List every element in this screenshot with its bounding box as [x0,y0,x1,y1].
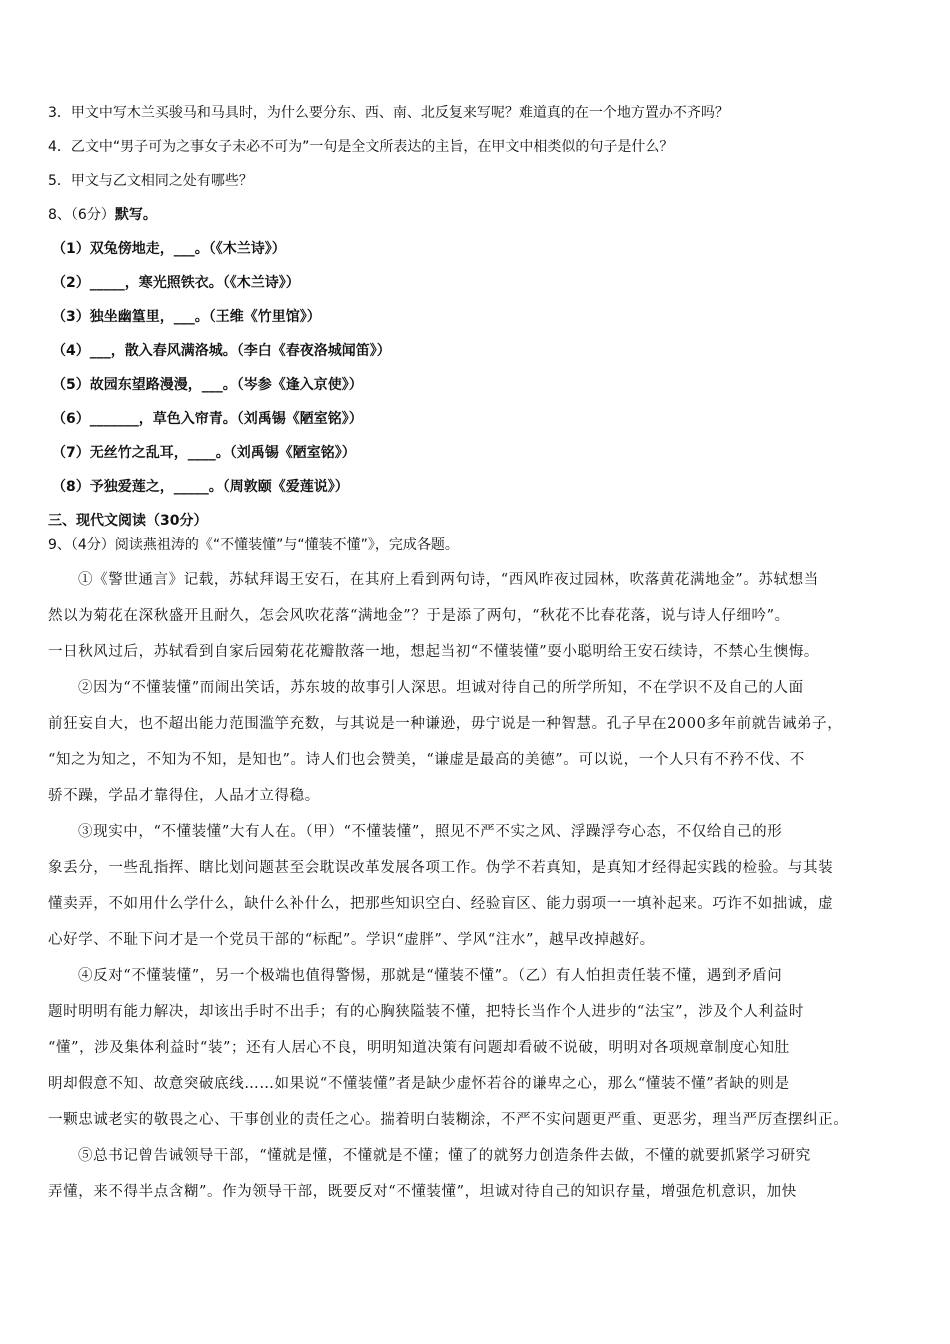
passage-line: 明却假意不知、故意突破底线……如果说“不懂装懂”者是缺少虚怀若谷的谦卑之心，那么“懂装不懂”者缺的则是 [48,1076,790,1092]
passage-line: 然以为菊花在深秋盛开且耐久，怎会风吹花落“满地金”？于是添了两句，“秋花不比春花落，说与诗人仔细吟”。 [48,608,790,624]
passage-line: ⑤总书记曾告诫领导干部，“懂就是懂，不懂就是不懂；懂了的就努力创造条件去做，不懂的就要抓紧学习研究 [78,1148,811,1164]
passage-line: ①《警世通言》记载，苏轼拜谒王安石，在其府上看到两句诗，“西风昨夜过园林，吹落黄花满地金”。苏轼想当 [78,572,819,588]
passage-line: “知之为知之，不知为不知，是知也”。诗人们也会赞美，“谦虚是最高的美德”。可以说，一个人只有不矜不伐、不 [48,752,805,768]
passage-line: 前狂妄自大，也不超出能力范围滥竽充数，与其说是一种谦逊，毋宁说是一种智慧。孔子早在2000多年前就告诫弟子， [48,716,843,732]
dictation-item: （7）无丝竹之乱耳，____。（刘禹锡《陋室铭》） [52,445,356,461]
passage-line: ④反对“不懂装懂”，另一个极端也值得警惕，那就是“懂装不懂”。（乙）有人怕担责任装不懂，遇到矛盾问 [78,968,783,984]
passage-line: 一颗忠诚老实的敬畏之心、干事创业的责任之心。揣着明白装糊涂，不严不实问题更严重、更恶劣，理当严厉查摆纠正。 [48,1112,849,1128]
dictation-item: （1）双兔傍地走，___。（《木兰诗》） [52,241,286,257]
passage-line: 心好学、不耻下问才是一个党员干部的“标配”。学识“虚胖”、学风“注水”，越早改掉越好。 [48,932,655,948]
dictation-item: （2）_____，寒光照铁衣。（《木兰诗》） [52,275,300,291]
dictation-item: （8）予独爱莲之，_____。（周敦颐《爱莲说》） [52,479,349,495]
passage-line: “懂”，涉及集体利益时“装”；还有人居心不良，明明知道决策有问题却看破不说破，明明对各项规章制度心知肚 [48,1040,790,1056]
question-5: 5．甲文与乙文相同之处有哪些？ [48,173,253,189]
dictation-item: （5）故园东望路漫漫，___。（岑参《逢入京使》） [52,377,363,393]
question-4: 4．乙文中“男子可为之事女子未必不可为”一句是全文所表达的主旨，在甲文中相类似的句子是什么？ [48,139,674,155]
dictation-item: （3）独坐幽篁里，___。（王维《竹里馆》） [52,309,321,325]
passage-line: 弄懂，来不得半点含糊”。作为领导干部，既要反对“不懂装懂”，坦诚对待自己的知识存量，增强危机意识，加快 [48,1184,797,1200]
passage-line: 懂卖弄，不如用什么学什么，缺什么补什么，把那些知识空白、经验盲区、能力弱项一一填补起来。巧诈不如拙诚，虚 [48,896,834,912]
question-8-title: 默写。 [114,207,157,223]
passage-line: ③现实中，“不懂装懂”大有人在。（甲）“不懂装懂”，照见不严不实之风、浮躁浮夸心态，不仅给自己的形 [78,824,783,840]
question-8-prefix: 8、（6分） [48,207,115,223]
question-3: 3．甲文中写木兰买骏马和马具时，为什么要分东、西、南、北反复来写呢？难道真的在一个地方置办不齐吗？ [48,105,729,121]
passage-line: 象丢分，一些乱指挥、瞎比划问题甚至会耽误改革发展各项工作。伪学不若真知，是真知才经得起实践的检验。与其装 [48,860,834,876]
passage-line: 一日秋风过后，苏轼看到自家后园菊花花瓣散落一地，想起当初“不懂装懂”耍小聪明给王安石续诗，不禁心生懊悔。 [48,644,820,660]
passage-line: 题时明明有能力解决，却该出手时不出手；有的心胸狭隘装不懂，把特长当作个人进步的“法宝”，涉及个人利益时 [48,1004,804,1020]
dictation-item: （6）_______，草色入帘青。（刘禹锡《陋室铭》） [52,411,363,427]
passage-line: ②因为“不懂装懂”而闹出笑话，苏东坡的故事引人深思。坦诚对待自己的所学所知，不在学识不及自己的人面 [78,680,804,696]
dictation-item: （4）___，散入春风满洛城。（李白《春夜洛城闻笛》） [52,343,391,359]
question-8-heading [48,205,157,225]
question-9-intro: 9、（4分）阅读燕祖涛的《“不懂装懂”与“懂装不懂”》，完成各题。 [48,537,459,553]
passage-line: 骄不躁，学品才靠得住，人品才立得稳。 [48,788,320,804]
section-3-title: 三、现代文阅读（30分） [48,513,208,529]
